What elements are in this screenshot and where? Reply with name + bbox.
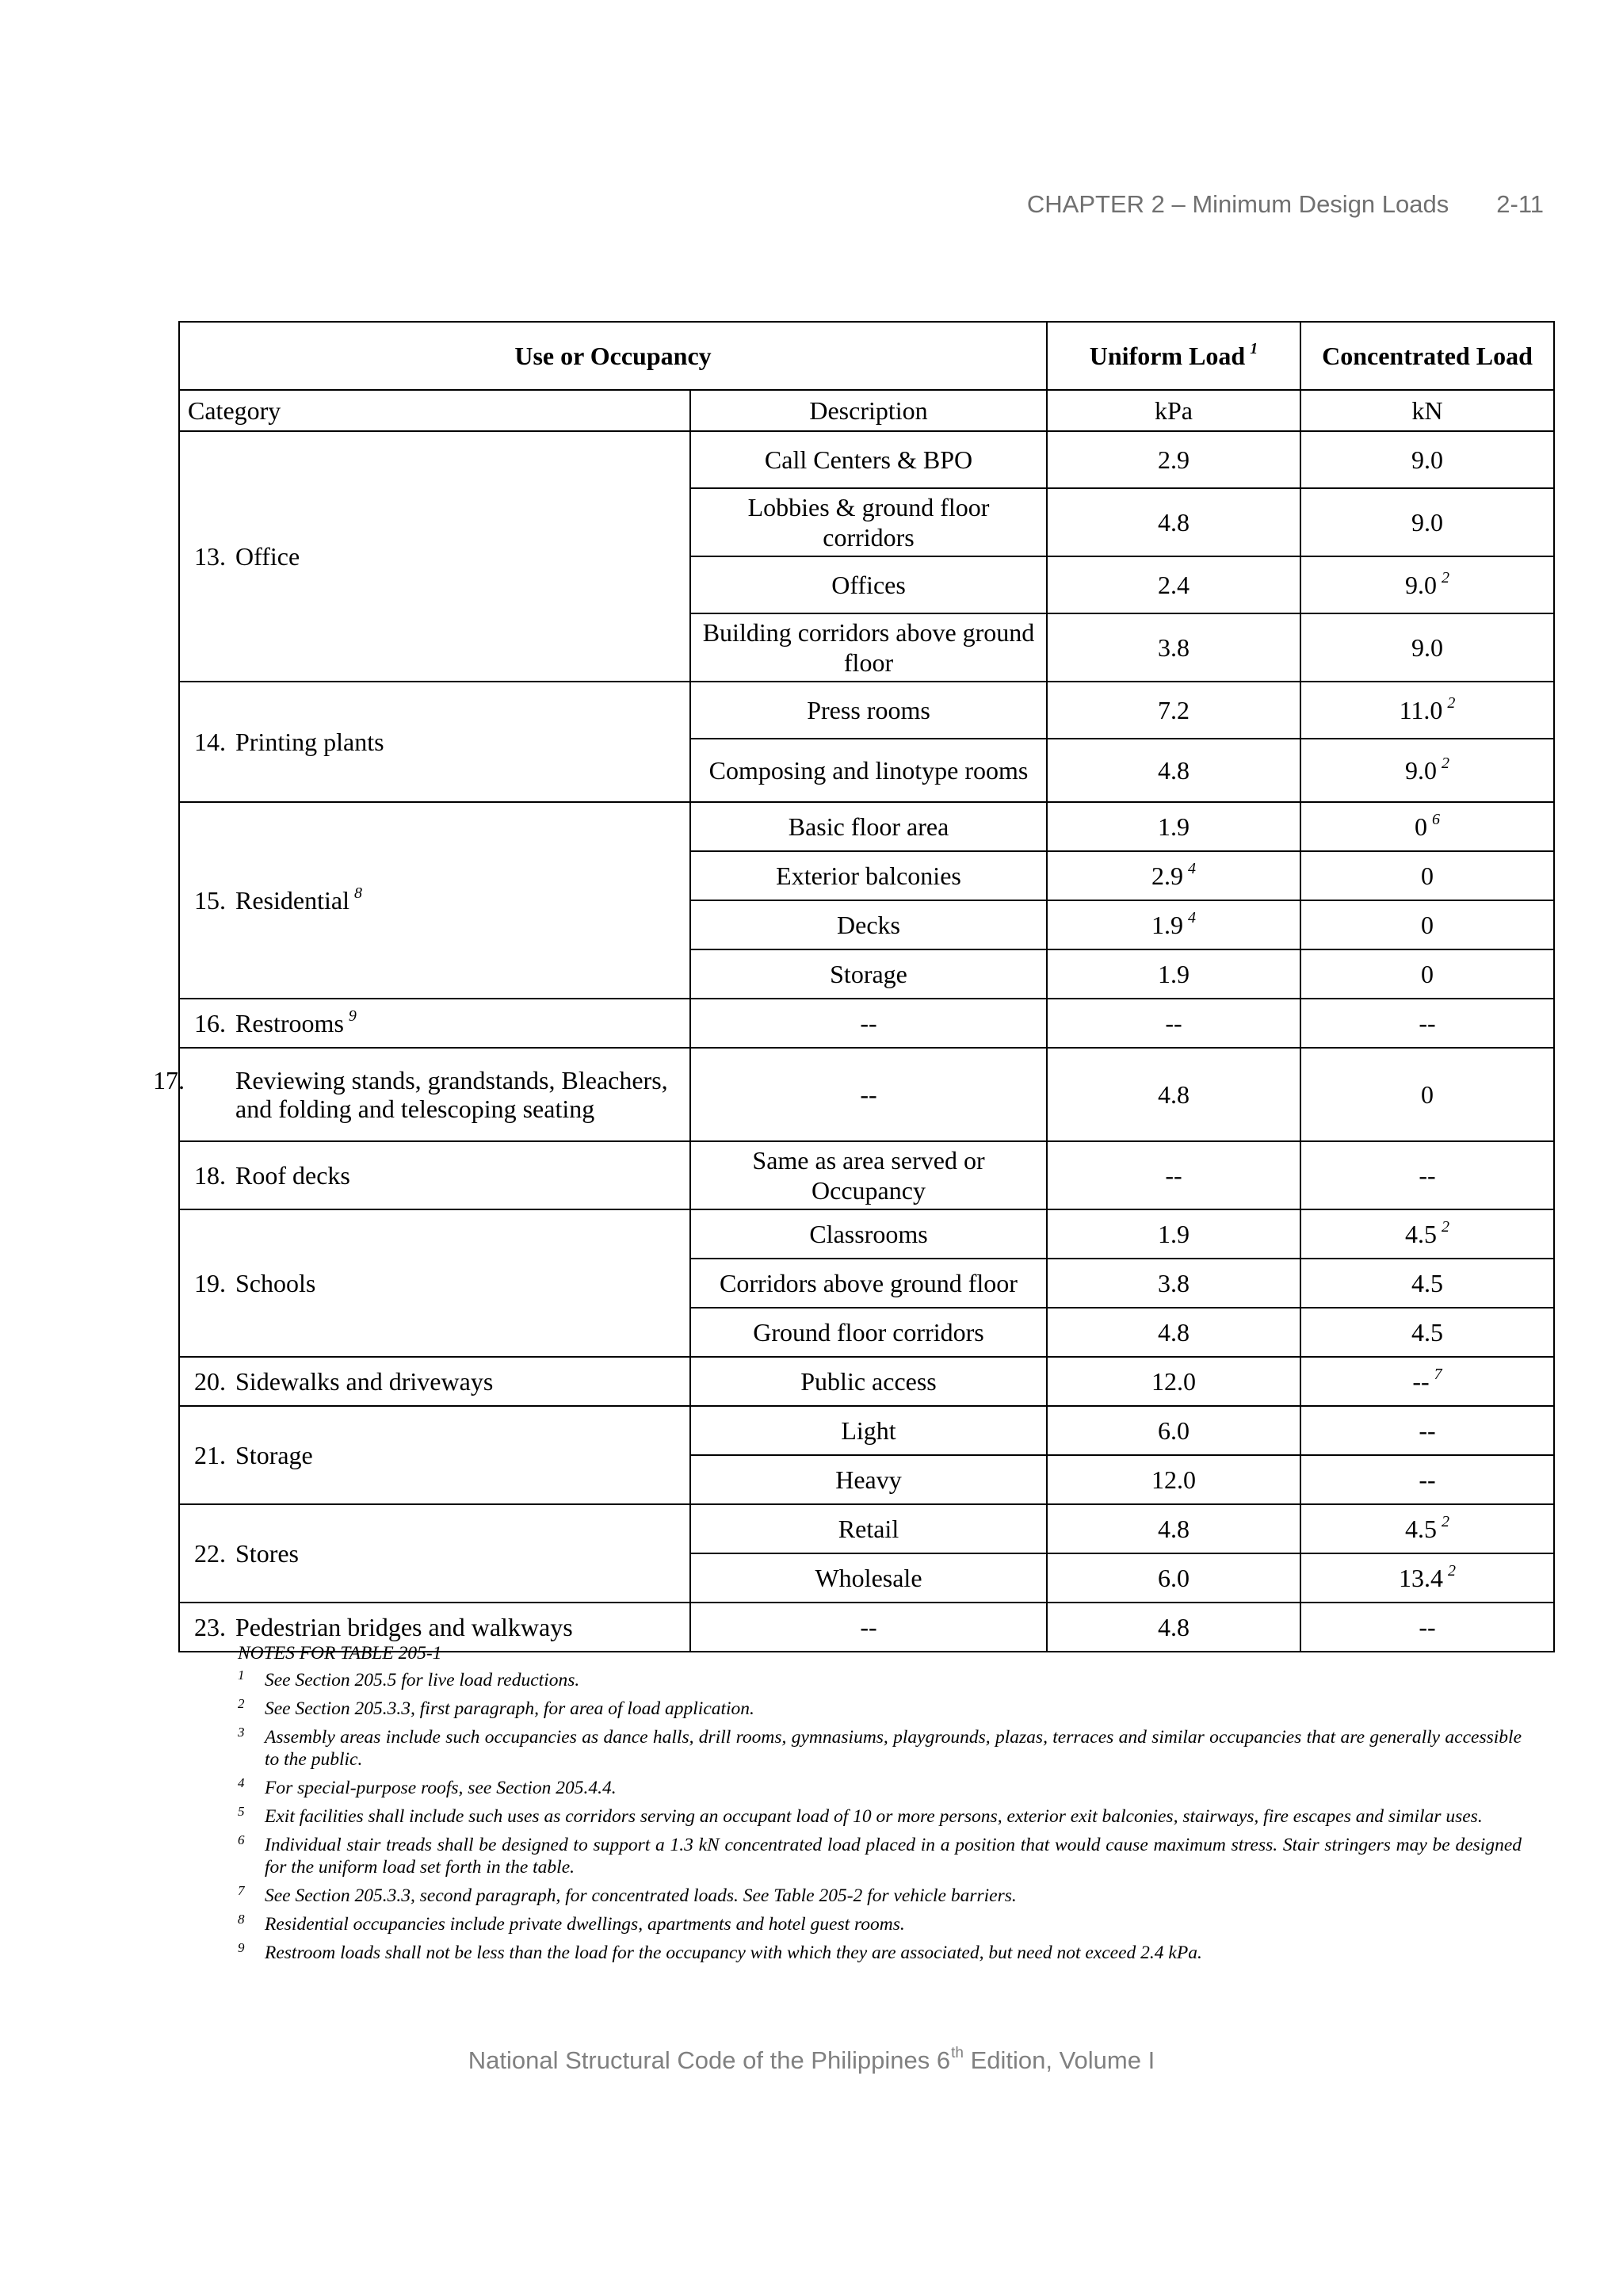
concentrated-load-cell <box>1300 1209 1554 1259</box>
category-name: Storage <box>235 1441 313 1469</box>
description-cell-text: Corridors above ground floor <box>720 1269 1018 1297</box>
description-cell-text: Press rooms <box>807 696 930 724</box>
concentrated-load-cell-text: 0 <box>1421 861 1434 890</box>
note-number: 7 <box>238 1883 245 1898</box>
description-cell <box>690 1048 1047 1141</box>
concentrated-load-cell <box>1300 1504 1554 1553</box>
concentrated-load-cell-text: 4.5 <box>1405 1220 1437 1248</box>
category-name: Pedestrian bridges and walkways <box>235 1613 573 1641</box>
description-cell-text: Building corridors above ground floor <box>702 618 1035 677</box>
page-footer <box>0 2046 1623 2075</box>
category-number: 15. <box>194 886 226 915</box>
category-number: 22. <box>194 1539 226 1568</box>
description-cell-text: Wholesale <box>815 1564 922 1592</box>
table-row <box>179 682 1554 739</box>
uniform-load-cell <box>1047 1406 1300 1455</box>
note-text: Restroom loads shall not be less than the load for the occupancy with which they are associated, but need not exceed 2.4 kPa. <box>265 1943 1202 1963</box>
note-item <box>238 1913 1522 1935</box>
category-name: Residential <box>235 886 349 915</box>
concentrated-load-cell-note: 2 <box>1442 1218 1449 1236</box>
note-text: See Section 205.3.3, first paragraph, for area of load application. <box>265 1698 754 1719</box>
concentrated-load-cell-note: 2 <box>1442 1513 1449 1530</box>
page-number: 2-11 <box>1496 190 1544 218</box>
concentrated-load-cell-text: 0 <box>1421 960 1434 988</box>
concentrated-load-cell-text: -- <box>1419 1465 1436 1494</box>
note-number: 9 <box>238 1940 245 1955</box>
uniform-load-cell-text: 6.0 <box>1158 1416 1190 1445</box>
category-name: Reviewing stands, grandstands, Bleachers, and folding and telescoping seating <box>235 1066 668 1123</box>
description-cell <box>690 949 1047 999</box>
concentrated-load-cell-text: 9.0 <box>1411 633 1443 662</box>
concentrated-load-cell <box>1300 682 1554 739</box>
note-item <box>238 1698 1522 1720</box>
uniform-load-cell-text: 2.4 <box>1158 571 1190 599</box>
note-item <box>238 1669 1522 1691</box>
concentrated-load-cell <box>1300 949 1554 999</box>
description-cell-text: Retail <box>838 1515 899 1543</box>
uniform-load-cell <box>1047 949 1300 999</box>
note-text: See Section 205.3.3, second paragraph, for concentrated loads. See Table 205-2 for vehicle barriers. <box>265 1885 1017 1906</box>
description-cell <box>690 999 1047 1048</box>
concentrated-load-cell <box>1300 488 1554 556</box>
description-cell <box>690 682 1047 739</box>
uniform-load-cell-text: -- <box>1165 1009 1182 1037</box>
note-text: See Section 205.5 for live load reductions. <box>265 1670 580 1690</box>
note-item <box>238 1726 1522 1771</box>
description-cell <box>690 1141 1047 1209</box>
table-row <box>179 1209 1554 1259</box>
description-cell-text: Composing and linotype rooms <box>708 756 1029 785</box>
note-number: 3 <box>238 1725 245 1740</box>
uniform-load-cell-text: 12.0 <box>1151 1465 1196 1494</box>
category-note: 8 <box>353 884 362 902</box>
uniform-load-cell <box>1047 739 1300 802</box>
uniform-load-cell <box>1047 1504 1300 1553</box>
table-row <box>179 802 1554 851</box>
description-cell-text: Storage <box>830 960 907 988</box>
concentrated-load-cell <box>1300 556 1554 613</box>
notes-title: NOTES FOR TABLE 205-1 <box>238 1643 442 1664</box>
concentrated-load-cell <box>1300 739 1554 802</box>
uniform-load-cell <box>1047 682 1300 739</box>
table-row <box>179 431 1554 488</box>
units-description: Description <box>690 390 1047 431</box>
category-name: Stores <box>235 1539 299 1568</box>
uniform-load-cell <box>1047 1455 1300 1504</box>
note-number: 1 <box>238 1668 245 1683</box>
uniform-load-cell-text: 3.8 <box>1158 1269 1190 1297</box>
concentrated-load-cell-note: 2 <box>1442 569 1449 586</box>
uniform-load-cell <box>1047 1259 1300 1308</box>
uniform-load-cell-text: 7.2 <box>1158 696 1190 724</box>
description-cell <box>690 851 1047 900</box>
concentrated-load-cell <box>1300 1308 1554 1357</box>
concentrated-load-cell-text: -- <box>1419 1009 1436 1037</box>
uniform-load-cell-note: 4 <box>1188 860 1196 877</box>
uniform-load-cell <box>1047 613 1300 682</box>
table-header-row <box>179 322 1554 390</box>
uniform-load-cell <box>1047 802 1300 851</box>
description-cell-text: Basic floor area <box>788 812 949 841</box>
description-cell <box>690 1259 1047 1308</box>
category-cell <box>179 1141 690 1209</box>
live-loads-table <box>153 321 1555 1652</box>
note-text: Individual stair treads shall be designed to support a 1.3 kN concentrated load placed in a position that would cause maximum stress. Stair stringers may be designed for the uniform load set forth in the table. <box>265 1835 1522 1878</box>
uniform-load-cell-note: 4 <box>1188 909 1196 926</box>
description-cell-text: Ground floor corridors <box>753 1318 984 1347</box>
table-notes <box>238 1642 1522 1970</box>
note-text: Exit facilities shall include such uses as corridors serving an occupant load of 10 or more persons, exterior exit balconies, stairways, fire escapes and similar uses. <box>265 1806 1483 1827</box>
uniform-load-cell <box>1047 1357 1300 1406</box>
category-cell <box>179 1406 690 1504</box>
uniform-load-cell-text: 2.9 <box>1151 861 1183 890</box>
uniform-load-cell-text: 2.9 <box>1158 445 1190 474</box>
uniform-load-cell-text: 4.8 <box>1158 1613 1190 1641</box>
units-category: Category <box>179 390 690 431</box>
table-row <box>179 1357 1554 1406</box>
concentrated-load-cell-text: 4.5 <box>1405 1515 1437 1543</box>
table-row <box>179 1048 1554 1141</box>
note-item <box>238 1885 1522 1907</box>
concentrated-load-cell-note: 2 <box>1448 1562 1456 1580</box>
description-cell <box>690 1308 1047 1357</box>
concentrated-load-cell <box>1300 613 1554 682</box>
header-uniform-load: Uniform Load $^1$ <box>1047 322 1300 390</box>
note-item <box>238 1777 1522 1799</box>
description-cell <box>690 613 1047 682</box>
table-row <box>179 1406 1554 1455</box>
note-text: For special-purpose roofs, see Section 205.4.4. <box>265 1778 617 1798</box>
description-cell-text: Classrooms <box>809 1220 928 1248</box>
category-note: 9 <box>348 1007 357 1025</box>
description-cell-text: Heavy <box>835 1465 902 1494</box>
concentrated-load-cell <box>1300 1455 1554 1504</box>
description-cell-text: Same as area served or Occupancy <box>752 1146 985 1205</box>
category-cell <box>179 1357 690 1406</box>
category-name: Roof decks <box>235 1161 350 1190</box>
concentrated-load-cell <box>1300 1406 1554 1455</box>
category-number: 18. <box>194 1161 226 1190</box>
concentrated-load-cell-note: 2 <box>1447 694 1456 712</box>
description-cell <box>690 900 1047 949</box>
concentrated-load-cell-note: 7 <box>1434 1366 1442 1383</box>
concentrated-load-cell <box>1300 1259 1554 1308</box>
description-cell <box>690 488 1047 556</box>
category-number: 23. <box>194 1613 226 1641</box>
description-cell <box>690 431 1047 488</box>
concentrated-load-cell-text: 9.0 <box>1411 508 1443 537</box>
table-row <box>179 1504 1554 1553</box>
uniform-load-cell-text: 1.9 <box>1158 960 1190 988</box>
category-cell <box>153 1048 690 1141</box>
concentrated-load-cell-text: 9.0 <box>1405 756 1437 785</box>
uniform-load-cell-text: -- <box>1165 1161 1182 1190</box>
category-number: 16. <box>194 1009 226 1037</box>
uniform-load-cell <box>1047 431 1300 488</box>
category-number: 19. <box>194 1269 226 1297</box>
concentrated-load-cell-text: 0 <box>1421 911 1434 939</box>
uniform-load-cell-text: 3.8 <box>1158 633 1190 662</box>
uniform-load-cell <box>1047 999 1300 1048</box>
description-cell <box>690 1553 1047 1603</box>
concentrated-load-cell-text: 9.0 <box>1405 571 1437 599</box>
category-number: 17. <box>153 1066 185 1095</box>
note-item <box>238 1805 1522 1828</box>
concentrated-load-cell <box>1300 1357 1554 1406</box>
category-number: 13. <box>194 542 226 571</box>
description-cell-text: Light <box>841 1416 896 1445</box>
uniform-load-cell-text: 1.9 <box>1158 1220 1190 1248</box>
description-cell-text: -- <box>860 1080 877 1109</box>
description-cell <box>690 1406 1047 1455</box>
uniform-load-cell-text: 1.9 <box>1151 911 1183 939</box>
concentrated-load-cell-text: 13.4 <box>1399 1564 1443 1592</box>
description-cell <box>690 1455 1047 1504</box>
concentrated-load-cell <box>1300 1141 1554 1209</box>
category-name: Printing plants <box>235 728 384 756</box>
table-row <box>179 1141 1554 1209</box>
description-cell <box>690 1504 1047 1553</box>
description-cell <box>690 1209 1047 1259</box>
category-name: Restrooms <box>235 1009 344 1037</box>
category-cell <box>179 999 690 1048</box>
category-cell <box>179 431 690 682</box>
uniform-load-cell-text: 4.8 <box>1158 1515 1190 1543</box>
uniform-load-cell <box>1047 1209 1300 1259</box>
description-cell-text: Offices <box>831 571 906 599</box>
units-row <box>179 390 1554 431</box>
description-cell-text: Public access <box>800 1367 937 1396</box>
description-cell-text: -- <box>860 1009 877 1037</box>
uniform-load-cell <box>1047 1141 1300 1209</box>
concentrated-load-cell-text: 0 <box>1415 812 1427 841</box>
concentrated-load-cell-text: -- <box>1419 1613 1436 1641</box>
footer-text: National Structural Code of the Philippines 6 <box>468 2046 951 2074</box>
category-cell <box>179 1209 690 1357</box>
footer-sup: th <box>951 2045 964 2061</box>
uniform-load-cell <box>1047 1048 1300 1141</box>
footer-text-2: Edition, Volume I <box>963 2046 1155 2074</box>
note-number: 5 <box>238 1804 245 1819</box>
concentrated-load-cell-text: -- <box>1419 1161 1436 1190</box>
description-cell <box>690 556 1047 613</box>
concentrated-load-cell <box>1300 431 1554 488</box>
header-concentrated-load: Concentrated Load <box>1300 322 1554 390</box>
uniform-load-cell-text: 4.8 <box>1158 756 1190 785</box>
table-row <box>179 999 1554 1048</box>
uniform-load-cell-text: 4.8 <box>1158 1318 1190 1347</box>
concentrated-load-cell-text: 9.0 <box>1411 445 1443 474</box>
description-cell-text: Exterior balconies <box>776 861 961 890</box>
concentrated-load-cell-note: 2 <box>1442 755 1449 772</box>
description-cell <box>690 802 1047 851</box>
category-number: 21. <box>194 1441 226 1469</box>
description-cell-text: -- <box>860 1613 877 1641</box>
concentrated-load-cell-text: 4.5 <box>1411 1318 1443 1347</box>
note-item <box>238 1834 1522 1878</box>
concentrated-load-cell-text: 4.5 <box>1411 1269 1443 1297</box>
table-body <box>153 431 1554 1652</box>
uniform-load-cell <box>1047 488 1300 556</box>
description-cell-text: Call Centers & BPO <box>764 445 973 474</box>
uniform-load-cell-text: 4.8 <box>1158 1080 1190 1109</box>
category-cell <box>179 682 690 802</box>
page-header <box>751 190 1544 219</box>
uniform-load-cell <box>1047 1553 1300 1603</box>
description-cell <box>690 1357 1047 1406</box>
uniform-load-cell <box>1047 851 1300 900</box>
category-name: Schools <box>235 1269 316 1297</box>
uniform-load-cell-text: 4.8 <box>1158 508 1190 537</box>
description-cell <box>690 739 1047 802</box>
chapter-title: CHAPTER 2 – Minimum Design Loads <box>1026 190 1449 218</box>
uniform-load-cell-text: 1.9 <box>1158 812 1190 841</box>
note-text: Assembly areas include such occupancies as dance halls, drill rooms, gymnasiums, playgrounds, plazas, terraces and similar occupancies that are generally accessible to the public. <box>265 1727 1522 1770</box>
concentrated-load-cell-text: -- <box>1419 1416 1436 1445</box>
concentrated-load-cell-note: 6 <box>1432 811 1440 828</box>
category-cell <box>179 802 690 999</box>
note-number: 6 <box>238 1832 245 1847</box>
note-number: 2 <box>238 1696 245 1711</box>
note-item <box>238 1942 1522 1964</box>
notes-list <box>238 1669 1522 1964</box>
header-use-or-occupancy: Use or Occupancy <box>179 322 1047 390</box>
uniform-load-cell <box>1047 900 1300 949</box>
uniform-load-cell <box>1047 1308 1300 1357</box>
description-cell-text: Decks <box>837 911 900 939</box>
concentrated-load-cell <box>1300 900 1554 949</box>
category-number: 14. <box>194 728 226 756</box>
units-uniform: kPa <box>1047 390 1300 431</box>
concentrated-load-cell-text: 11.0 <box>1399 696 1443 724</box>
concentrated-load-cell-text: 0 <box>1421 1080 1434 1109</box>
concentrated-load-cell <box>1300 851 1554 900</box>
note-number: 4 <box>238 1775 245 1790</box>
units-concentrated: kN <box>1300 390 1554 431</box>
concentrated-load-cell <box>1300 1048 1554 1141</box>
concentrated-load-cell-text: -- <box>1412 1367 1430 1396</box>
note-number: 8 <box>238 1912 245 1927</box>
uniform-load-cell-text: 6.0 <box>1158 1564 1190 1592</box>
note-text: Residential occupancies include private dwellings, apartments and hotel guest rooms. <box>265 1914 905 1935</box>
category-name: Office <box>235 542 300 571</box>
concentrated-load-cell <box>1300 802 1554 851</box>
concentrated-load-cell <box>1300 999 1554 1048</box>
description-cell-text: Lobbies & ground floor corridors <box>747 493 990 552</box>
category-number: 20. <box>194 1367 226 1396</box>
uniform-load-cell-text: 12.0 <box>1151 1367 1196 1396</box>
category-cell <box>179 1504 690 1603</box>
concentrated-load-cell <box>1300 1553 1554 1603</box>
category-name: Sidewalks and driveways <box>235 1367 494 1396</box>
uniform-load-cell <box>1047 556 1300 613</box>
